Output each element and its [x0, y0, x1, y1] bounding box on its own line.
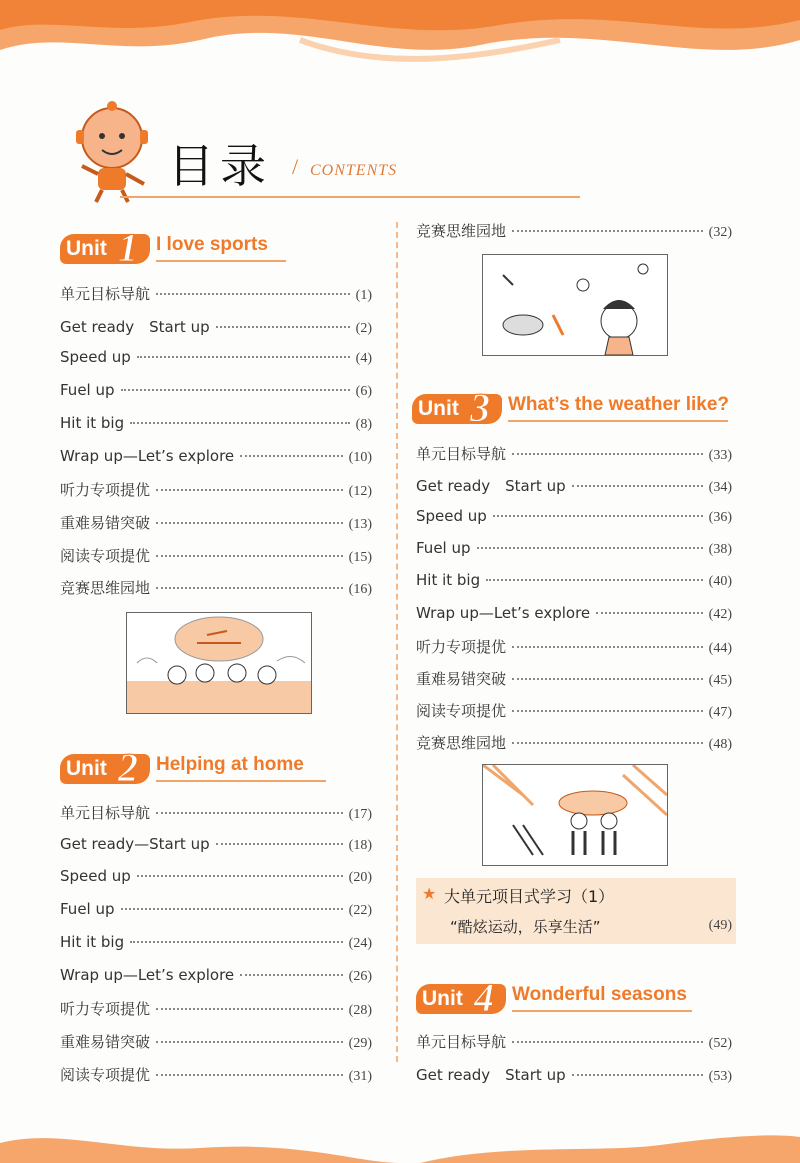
toc-entry-page: (44) — [708, 640, 732, 656]
toc-entry[interactable] — [60, 414, 372, 436]
toc-entry[interactable] — [60, 998, 372, 1020]
project-subtitle: “酷炫运动，乐享生活” — [450, 918, 601, 936]
toc-leader-dots — [156, 555, 343, 557]
toc-entry-page: (8) — [355, 416, 372, 432]
toc-entry[interactable] — [416, 1064, 732, 1086]
toc-entry-label: 重难易错突破 — [60, 1032, 151, 1051]
toc-entry-label: Get ready Start up — [416, 1065, 566, 1084]
toc-leader-dots — [240, 455, 343, 457]
toc-entry[interactable] — [60, 900, 372, 922]
toc-entry[interactable] — [60, 545, 372, 567]
unit-underline — [508, 420, 728, 422]
page-subtitle: CONTENTS — [310, 162, 398, 179]
toc-entry-label: 竞赛思维园地 — [416, 222, 507, 240]
toc-leader-dots — [156, 1074, 343, 1076]
toc-leader-dots — [572, 485, 703, 487]
toc-entry-label: 听力专项提优 — [60, 481, 151, 500]
unit-badge: Unit — [60, 234, 150, 264]
unit-underline — [512, 1010, 692, 1012]
toc-entry-page: (17) — [348, 807, 372, 822]
toc-entry[interactable] — [60, 1064, 372, 1086]
unit-1-header[interactable] — [60, 225, 300, 272]
toc-leader-dots — [493, 515, 703, 517]
toc-entry-label: 阅读专项提优 — [60, 1065, 151, 1084]
unit-underline — [156, 260, 286, 262]
toc-entry-label: Get ready Start up — [60, 317, 210, 336]
toc-entry-page: (4) — [355, 351, 372, 367]
toc-entry-page: (1) — [355, 288, 372, 303]
toc-leader-dots — [216, 843, 343, 845]
unit-number: 4 — [474, 975, 494, 1020]
toc-entry[interactable] — [416, 507, 732, 529]
toc-entry-label: Fuel up — [60, 900, 115, 919]
toc-leader-dots — [512, 230, 703, 232]
toc-entry-label: 重难易错突破 — [416, 669, 507, 688]
toc-leader-dots — [137, 875, 343, 877]
toc-entry[interactable] — [60, 933, 372, 955]
toc-entry-label: Wrap up—Let’s explore — [60, 446, 235, 465]
toc-entry-label: 单元目标导航 — [60, 804, 151, 822]
toc-leader-dots — [596, 612, 703, 614]
toc-entry-page: (38) — [708, 542, 732, 558]
unit-badge: Unit — [416, 984, 506, 1014]
toc-entry-label: 单元目标导航 — [416, 1033, 507, 1051]
toc-entry-label: Fuel up — [60, 381, 115, 400]
toc-entry-page: (10) — [348, 449, 372, 465]
toc-entry[interactable] — [60, 966, 372, 988]
unit-1-illustration — [126, 612, 312, 714]
unit-4-header[interactable] — [416, 975, 696, 1022]
toc-entry-label: 阅读专项提优 — [60, 546, 151, 565]
unit-number: 3 — [470, 385, 490, 430]
toc-leader-dots — [512, 742, 703, 744]
toc-leader-dots — [156, 293, 350, 295]
toc-entry[interactable] — [60, 802, 372, 824]
toc-entry-page: (40) — [708, 574, 732, 590]
unit-underline — [156, 780, 326, 782]
toc-entry-label: 竞赛思维园地 — [416, 733, 507, 752]
toc-entry[interactable] — [60, 381, 372, 403]
toc-entry-page: (18) — [348, 837, 372, 853]
toc-entry-label: Hit it big — [60, 413, 125, 432]
unit-number: 1 — [118, 225, 138, 270]
toc-leader-dots — [130, 422, 350, 424]
toc-leader-dots — [512, 678, 703, 680]
toc-entry[interactable] — [416, 636, 732, 658]
toc-entry-label: 听力专项提优 — [416, 637, 507, 656]
toc-leader-dots — [512, 646, 703, 648]
toc-leader-dots — [477, 547, 703, 549]
toc-entry-page: (2) — [355, 320, 372, 336]
toc-entry-label: Speed up — [60, 348, 131, 367]
unit-3-illustration — [482, 764, 668, 866]
toc-entry[interactable] — [60, 835, 372, 857]
toc-entry[interactable] — [60, 1031, 372, 1053]
toc-leader-dots — [156, 1041, 343, 1043]
toc-entry-label: 竞赛思维园地 — [60, 579, 151, 598]
toc-entry-label: 单元目标导航 — [60, 285, 151, 303]
toc-leader-dots — [216, 326, 350, 328]
toc-leader-dots — [137, 356, 350, 358]
toc-entry[interactable] — [416, 571, 732, 593]
toc-entry[interactable] — [416, 475, 732, 497]
toc-entry[interactable] — [60, 348, 372, 370]
toc-entry-label: Get ready—Start up — [60, 834, 210, 853]
toc-entry[interactable] — [60, 867, 372, 889]
toc-leader-dots — [121, 389, 350, 391]
toc-entry-label: Speed up — [60, 867, 131, 886]
toc-entry-page: (33) — [708, 448, 732, 463]
toc-entry-page: (45) — [708, 672, 732, 688]
unit-number: 2 — [118, 745, 138, 790]
toc-leader-dots — [156, 587, 343, 589]
toc-entry-page: (13) — [348, 516, 372, 532]
toc-entry-label: Fuel up — [416, 539, 471, 558]
toc-leader-dots — [486, 579, 703, 581]
toc-entry-page: (48) — [708, 736, 732, 752]
toc-entry-page: (22) — [348, 903, 372, 919]
column-divider — [396, 222, 398, 1062]
project-page: (49) — [708, 918, 732, 933]
title-divider — [120, 196, 580, 198]
toc-entry[interactable] — [416, 604, 732, 626]
toc-entry-page: (20) — [348, 870, 372, 886]
unit-3-header[interactable] — [412, 385, 732, 432]
toc-entry-label: Get ready Start up — [416, 477, 566, 496]
toc-entry-label: 阅读专项提优 — [416, 701, 507, 720]
project-learning-box[interactable] — [416, 878, 736, 944]
toc-entry[interactable] — [60, 316, 372, 338]
toc-entry[interactable] — [416, 700, 732, 722]
toc-entry[interactable] — [60, 283, 372, 305]
toc-leader-dots — [512, 710, 703, 712]
unit-2-header[interactable] — [60, 745, 330, 792]
toc-leader-dots — [156, 522, 343, 524]
toc-entry-page: (32) — [708, 225, 732, 240]
toc-leader-dots — [130, 941, 343, 943]
toc-entry-label: Speed up — [416, 507, 487, 526]
bottom-wave-decoration — [0, 1123, 800, 1163]
unit-title: Helping at home — [156, 754, 304, 775]
project-title: 大单元项目式学习（1） — [444, 887, 615, 906]
toc-entry-page: (26) — [348, 968, 372, 984]
toc-entry-page: (36) — [708, 510, 732, 526]
toc-entry-label: Hit it big — [60, 932, 125, 951]
toc-entry-label: 听力专项提优 — [60, 1000, 151, 1019]
toc-entry[interactable] — [416, 220, 732, 242]
toc-entry[interactable] — [60, 512, 372, 534]
toc-entry-page: (24) — [348, 935, 372, 951]
top-wave-decoration — [0, 0, 800, 90]
toc-entry-page: (31) — [348, 1068, 372, 1084]
toc-leader-dots — [512, 453, 703, 455]
toc-entry-page: (15) — [348, 549, 372, 565]
toc-entry[interactable] — [60, 479, 372, 501]
toc-entry-label: Hit it big — [416, 571, 481, 590]
toc-entry-label: Wrap up—Let’s explore — [416, 603, 591, 622]
unit-title: Wonderful seasons — [512, 984, 687, 1005]
unit-title: I love sports — [156, 234, 268, 255]
toc-entry-page: (47) — [708, 704, 732, 720]
toc-leader-dots — [572, 1074, 703, 1076]
toc-leader-dots — [512, 1041, 703, 1043]
toc-entry-label: 重难易错突破 — [60, 513, 151, 532]
toc-leader-dots — [156, 1008, 343, 1010]
page-title: 目录 — [168, 139, 272, 193]
toc-entry-page: (6) — [355, 384, 372, 400]
toc-leader-dots — [240, 974, 343, 976]
toc-entry-page: (28) — [348, 1003, 372, 1019]
unit-badge: Unit — [60, 754, 150, 784]
unit-2-illustration — [482, 254, 668, 356]
star-icon: ★ — [422, 884, 437, 903]
unit-badge: Unit — [412, 394, 502, 424]
toc-entry[interactable] — [416, 732, 732, 754]
toc-entry-label: 单元目标导航 — [416, 445, 507, 463]
toc-entry-page: (52) — [708, 1036, 732, 1051]
toc-entry-page: (34) — [708, 480, 732, 496]
toc-entry[interactable] — [60, 447, 372, 469]
toc-entry[interactable] — [416, 443, 732, 465]
toc-entry[interactable] — [416, 539, 732, 561]
toc-entry[interactable] — [416, 1031, 732, 1053]
unit-title: What’s the weather like? — [508, 394, 730, 415]
title-slash: / — [292, 154, 299, 179]
toc-entry[interactable] — [60, 577, 372, 599]
mascot-icon — [62, 96, 162, 206]
toc-entry-page: (12) — [348, 484, 372, 500]
toc-leader-dots — [156, 489, 343, 491]
toc-entry-page: (42) — [708, 606, 732, 622]
toc-entry-page: (53) — [708, 1068, 732, 1084]
toc-leader-dots — [156, 812, 343, 814]
toc-entry[interactable] — [416, 668, 732, 690]
toc-entry-page: (16) — [348, 582, 372, 598]
toc-entry-label: Wrap up—Let’s explore — [60, 965, 235, 984]
toc-entry-page: (29) — [348, 1035, 372, 1051]
toc-leader-dots — [121, 908, 343, 910]
